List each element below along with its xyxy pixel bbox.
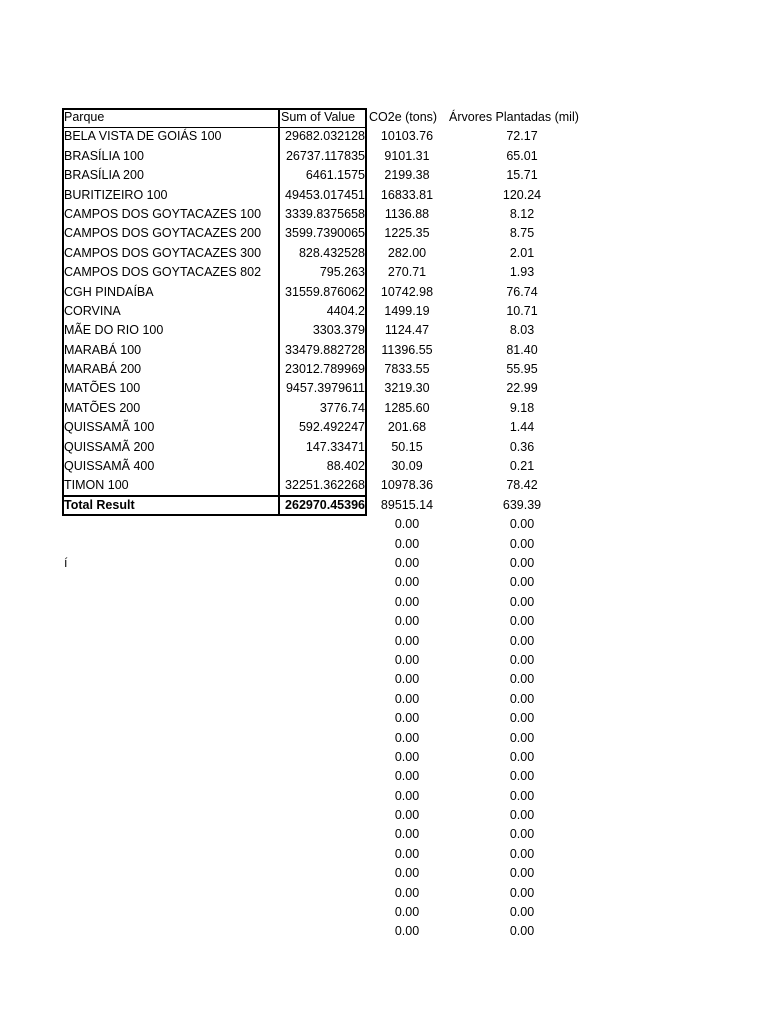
cell-co2e[interactable]: 1225.35 — [384, 226, 430, 241]
cell-arvores[interactable]: 0.00 — [509, 905, 535, 920]
table-row — [62, 438, 582, 457]
table-row — [62, 903, 582, 922]
cell-arvores[interactable]: 0.21 — [509, 459, 535, 474]
cell-co2e[interactable]: 0.00 — [394, 788, 420, 803]
table-row — [62, 651, 582, 670]
cell-arvores[interactable]: 10.71 — [506, 303, 538, 318]
cell-co2e[interactable]: 10978.36 — [380, 478, 434, 493]
total-sum-of-value[interactable]: 262970.45396 — [285, 497, 365, 512]
table-row — [62, 690, 582, 709]
cell-sum-of-value[interactable]: 795.263 — [319, 265, 365, 280]
cell-arvores[interactable]: 0.36 — [509, 439, 535, 454]
table-row — [62, 670, 582, 689]
cell-arvores[interactable]: 8.12 — [509, 206, 535, 221]
cell-parque[interactable]: CAMPOS DOS GOYTACAZES 100 — [64, 206, 262, 221]
cell-arvores[interactable]: 0.00 — [509, 924, 535, 939]
table-row — [62, 283, 582, 302]
table-row — [62, 127, 582, 146]
cell-arvores[interactable]: 22.99 — [506, 381, 538, 396]
cell-parque[interactable] — [62, 729, 279, 748]
cell-arvores[interactable]: 120.24 — [502, 187, 542, 202]
header-arvores-plantadas[interactable]: Árvores Plantadas (mil) — [449, 110, 579, 124]
cell-arvores[interactable]: 0.00 — [509, 652, 535, 667]
cell-arvores[interactable]: 81.40 — [506, 342, 538, 357]
cell-parque[interactable]: MARABÁ 100 — [64, 342, 142, 357]
cell-parque[interactable] — [62, 651, 279, 670]
table-row — [62, 224, 582, 243]
cell-co2e[interactable]: 1499.19 — [384, 303, 430, 318]
table-row — [62, 573, 582, 592]
cell-parque[interactable] — [62, 573, 279, 592]
table-row — [62, 845, 582, 864]
cell-arvores[interactable]: 78.42 — [506, 478, 538, 493]
cell-co2e[interactable]: 0.00 — [394, 866, 420, 881]
cell-co2e[interactable]: 0.00 — [394, 633, 420, 648]
cell-co2e[interactable]: 0.00 — [394, 555, 420, 570]
cell-parque[interactable]: BRASÍLIA 200 — [64, 168, 144, 183]
cell-arvores[interactable]: 15.71 — [506, 168, 538, 183]
cell-co2e[interactable]: 10103.76 — [380, 129, 434, 144]
cell-co2e[interactable]: 30.09 — [391, 459, 423, 474]
table-row — [62, 321, 582, 340]
cell-arvores[interactable]: 0.00 — [509, 711, 535, 726]
cell-arvores[interactable]: 0.00 — [509, 730, 535, 745]
cell-sum-of-value[interactable]: 4404.2 — [326, 303, 365, 318]
table-row — [62, 612, 582, 631]
cell-co2e[interactable]: 1124.47 — [384, 323, 430, 338]
cell-parque[interactable] — [62, 845, 279, 864]
cell-arvores[interactable]: 0.00 — [509, 555, 535, 570]
table-row — [62, 302, 582, 321]
cell-parque[interactable] — [62, 825, 279, 844]
table-row — [62, 166, 582, 185]
cell-co2e[interactable]: 0.00 — [394, 769, 420, 784]
table-row — [62, 593, 582, 612]
cell-sum-of-value[interactable]: 6461.1575 — [305, 168, 365, 183]
cell-parque[interactable]: í — [64, 555, 68, 570]
table-row — [62, 341, 582, 360]
table-row — [62, 147, 582, 166]
cell-co2e[interactable]: 0.00 — [394, 749, 420, 764]
table-row — [62, 186, 582, 205]
cell-arvores[interactable]: 0.00 — [509, 594, 535, 609]
cell-co2e[interactable]: 2199.38 — [384, 168, 430, 183]
cell-co2e[interactable]: 0.00 — [394, 711, 420, 726]
extra-rows — [62, 515, 582, 942]
cell-parque[interactable] — [62, 632, 279, 651]
table-row — [62, 418, 582, 437]
cell-sum-of-value[interactable]: 3339.8375658 — [285, 206, 365, 221]
cell-parque[interactable]: QUISSAMÃ 200 — [64, 439, 155, 454]
cell-co2e[interactable]: 0.00 — [394, 652, 420, 667]
cell-arvores[interactable]: 0.00 — [509, 691, 535, 706]
cell-sum-of-value[interactable]: 49453.017451 — [285, 187, 365, 202]
cell-co2e[interactable]: 0.00 — [394, 594, 420, 609]
cell-parque[interactable]: MÃE DO RIO 100 — [64, 323, 164, 338]
cell-parque[interactable] — [62, 767, 279, 786]
cell-co2e[interactable]: 7833.55 — [384, 362, 430, 377]
cell-sum-of-value[interactable]: 3303.379 — [312, 323, 365, 338]
table-row — [62, 244, 582, 263]
table-row — [62, 632, 582, 651]
cell-arvores[interactable]: 0.00 — [509, 769, 535, 784]
table-row — [62, 922, 582, 941]
cell-co2e[interactable]: 16833.81 — [380, 187, 434, 202]
cell-arvores[interactable]: 0.00 — [509, 614, 535, 629]
cell-parque[interactable]: CORVINA — [64, 303, 121, 318]
cell-arvores[interactable]: 2.01 — [509, 245, 535, 260]
cell-parque[interactable] — [62, 709, 279, 728]
cell-arvores[interactable]: 0.00 — [509, 808, 535, 823]
cell-co2e[interactable]: 0.00 — [394, 614, 420, 629]
table-row — [62, 457, 582, 476]
cell-arvores[interactable]: 1.44 — [509, 420, 535, 435]
cell-arvores[interactable]: 65.01 — [506, 148, 538, 163]
cell-co2e[interactable]: 282.00 — [387, 245, 427, 260]
cell-sum-of-value[interactable]: 26737.117835 — [285, 148, 365, 163]
cell-sum-of-value[interactable]: 147.33471 — [305, 439, 365, 454]
cell-co2e[interactable]: 50.15 — [391, 439, 423, 454]
cell-arvores[interactable]: 8.03 — [509, 323, 535, 338]
cell-parque[interactable]: QUISSAMÃ 400 — [64, 459, 155, 474]
cell-parque[interactable]: MARABÁ 200 — [64, 362, 142, 377]
cell-co2e[interactable]: 270.71 — [387, 265, 427, 280]
cell-co2e[interactable]: 1136.88 — [384, 206, 430, 221]
cell-co2e[interactable]: 3219.30 — [384, 381, 430, 396]
cell-arvores[interactable]: 76.74 — [506, 284, 538, 299]
cell-arvores[interactable]: 0.00 — [509, 827, 535, 842]
cell-sum-of-value[interactable]: 9457.3979611 — [285, 381, 365, 396]
cell-arvores[interactable]: 0.00 — [509, 788, 535, 803]
cell-arvores[interactable]: 0.00 — [509, 885, 535, 900]
cell-parque[interactable] — [62, 864, 279, 883]
cell-arvores[interactable]: 1.93 — [509, 265, 535, 280]
cell-parque[interactable]: CGH PINDAÍBA — [64, 284, 154, 299]
cell-co2e[interactable]: 0.00 — [394, 672, 420, 687]
cell-sum-of-value[interactable]: 32251.362268 — [285, 478, 365, 493]
table-row — [62, 205, 582, 224]
cell-parque[interactable] — [62, 787, 279, 806]
cell-arvores[interactable]: 0.00 — [509, 575, 535, 590]
total-label[interactable]: Total Result — [64, 497, 135, 512]
cell-parque[interactable]: MATÕES 200 — [64, 400, 141, 415]
cell-arvores[interactable]: 72.17 — [506, 129, 538, 144]
cell-parque[interactable] — [62, 690, 279, 709]
cell-parque[interactable]: TIMON 100 — [64, 478, 129, 493]
cell-sum-of-value[interactable]: 29682.032128 — [285, 129, 365, 144]
table-row — [62, 379, 582, 398]
table-row — [62, 806, 582, 825]
cell-parque[interactable] — [62, 806, 279, 825]
cell-parque[interactable] — [62, 922, 279, 941]
cell-sum-of-value[interactable]: 3599.7390065 — [285, 226, 365, 241]
header-row — [62, 108, 582, 127]
table-row — [62, 360, 582, 379]
cell-parque[interactable] — [62, 903, 279, 922]
cell-co2e[interactable]: 0.00 — [394, 924, 420, 939]
cell-parque[interactable] — [62, 670, 279, 689]
cell-sum-of-value[interactable]: 33479.882728 — [285, 342, 365, 357]
table-row — [62, 399, 582, 418]
cell-parque[interactable] — [62, 593, 279, 612]
cell-arvores[interactable]: 0.00 — [509, 633, 535, 648]
cell-arvores[interactable]: 0.00 — [509, 749, 535, 764]
table-row — [62, 729, 582, 748]
cell-parque[interactable]: BURITIZEIRO 100 — [64, 187, 168, 202]
table-row — [62, 767, 582, 786]
cell-arvores[interactable]: 8.75 — [509, 226, 535, 241]
cell-sum-of-value[interactable]: 828.432528 — [298, 245, 365, 260]
cell-co2e[interactable]: 0.00 — [394, 691, 420, 706]
cell-parque[interactable]: BRASÍLIA 100 — [64, 148, 144, 163]
table-row — [62, 884, 582, 903]
total-co2e[interactable]: 89515.14 — [380, 497, 434, 512]
pivot-data-rows — [62, 127, 582, 495]
cell-co2e[interactable]: 9101.31 — [384, 148, 430, 163]
cell-arvores[interactable]: 0.00 — [509, 672, 535, 687]
cell-co2e[interactable]: 1285.60 — [384, 400, 430, 415]
table-row — [62, 748, 582, 767]
cell-co2e[interactable]: 11396.55 — [381, 342, 433, 357]
table-row — [62, 864, 582, 883]
table-row — [62, 476, 582, 495]
cell-arvores[interactable]: 0.00 — [509, 866, 535, 881]
cell-parque[interactable]: QUISSAMÃ 100 — [64, 420, 155, 435]
cell-parque[interactable] — [62, 612, 279, 631]
header-sum-of-value[interactable]: Sum of Value — [281, 110, 356, 124]
cell-parque[interactable]: CAMPOS DOS GOYTACAZES 200 — [64, 226, 262, 241]
cell-arvores[interactable]: 0.00 — [509, 536, 535, 551]
table-row — [62, 787, 582, 806]
cell-arvores[interactable]: 0.00 — [509, 517, 535, 532]
cell-co2e[interactable]: 10742.98 — [380, 284, 434, 299]
cell-parque[interactable]: MATÕES 100 — [64, 381, 141, 396]
cell-parque[interactable] — [62, 515, 279, 534]
table-row — [62, 263, 582, 282]
cell-co2e[interactable]: 0.00 — [394, 536, 420, 551]
cell-parque[interactable] — [62, 535, 279, 554]
cell-co2e[interactable]: 0.00 — [394, 808, 420, 823]
cell-parque[interactable] — [62, 884, 279, 903]
cell-parque[interactable] — [62, 748, 279, 767]
table-row — [62, 535, 582, 554]
cell-co2e[interactable]: 201.68 — [387, 420, 427, 435]
cell-arvores[interactable]: 9.18 — [509, 400, 535, 415]
spreadsheet-sheet — [62, 108, 582, 942]
cell-co2e[interactable]: 0.00 — [394, 730, 420, 745]
cell-co2e[interactable]: 0.00 — [394, 517, 420, 532]
cell-arvores[interactable]: 0.00 — [509, 846, 535, 861]
cell-sum-of-value[interactable]: 592.492247 — [298, 420, 365, 435]
cell-sum-of-value[interactable]: 3776.74 — [319, 400, 365, 415]
total-row — [62, 496, 582, 515]
table-row — [62, 515, 582, 534]
cell-co2e[interactable]: 0.00 — [394, 827, 420, 842]
cell-co2e[interactable]: 0.00 — [394, 575, 420, 590]
table-row — [62, 709, 582, 728]
cell-co2e[interactable]: 0.00 — [394, 846, 420, 861]
cell-parque[interactable]: CAMPOS DOS GOYTACAZES 802 — [64, 265, 262, 280]
header-co2e-tons[interactable]: CO2e (tons) — [369, 110, 438, 124]
cell-co2e[interactable]: 0.00 — [394, 885, 420, 900]
cell-sum-of-value[interactable]: 23012.789969 — [285, 362, 365, 377]
table-row — [62, 825, 582, 844]
total-arvores[interactable]: 639.39 — [502, 497, 542, 512]
cell-arvores[interactable]: 55.95 — [506, 362, 538, 377]
cell-sum-of-value[interactable]: 31559.876062 — [285, 284, 365, 299]
cell-parque[interactable]: BELA VISTA DE GOIÁS 100 — [64, 129, 222, 144]
cell-co2e[interactable]: 0.00 — [394, 905, 420, 920]
header-parque[interactable]: Parque — [64, 110, 105, 124]
cell-sum-of-value[interactable]: 88.402 — [326, 459, 365, 474]
cell-parque[interactable]: CAMPOS DOS GOYTACAZES 300 — [64, 245, 262, 260]
table-row — [62, 554, 582, 573]
